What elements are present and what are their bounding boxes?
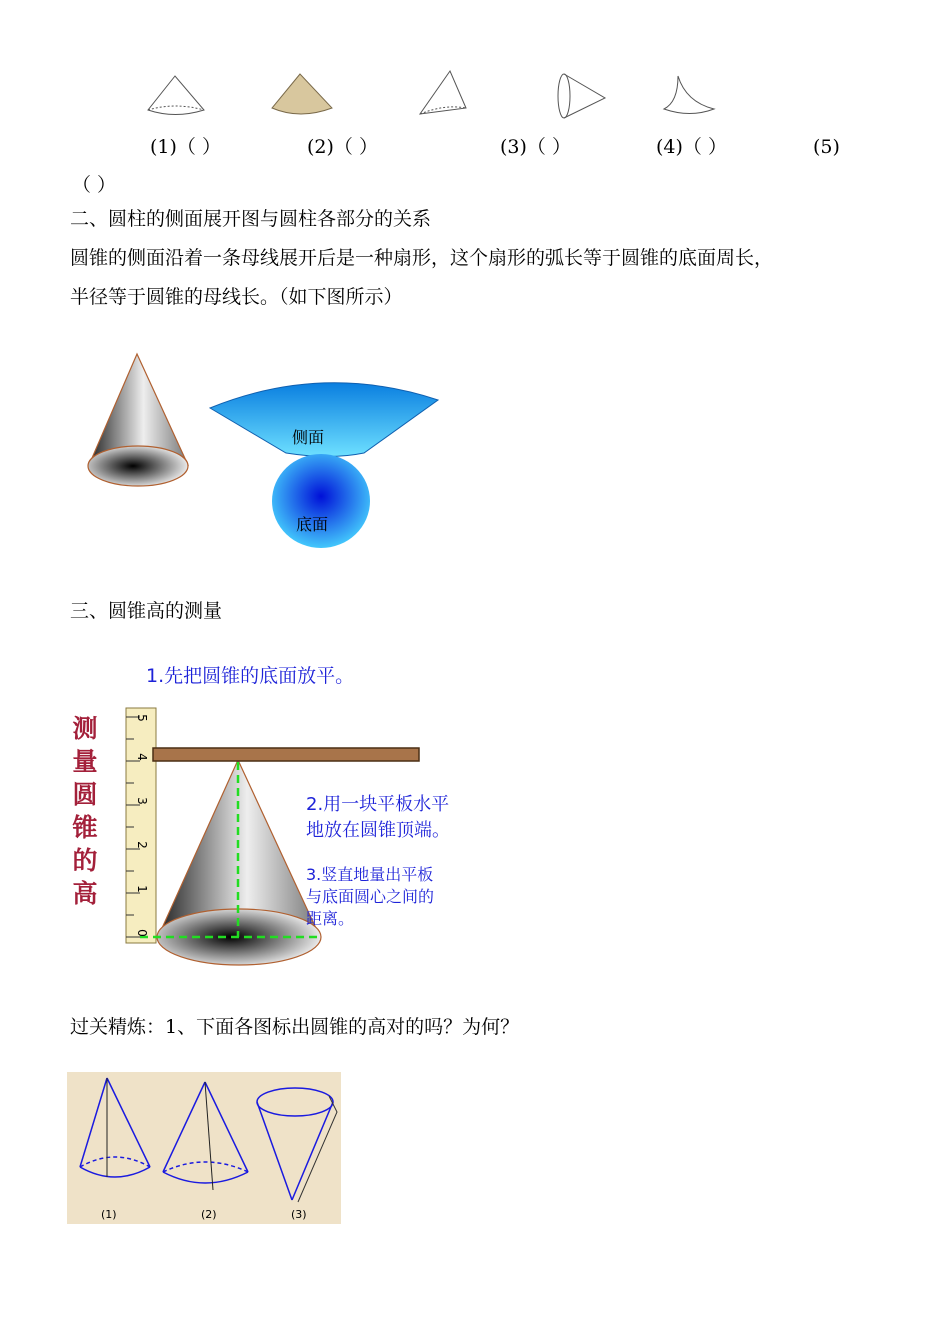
step3-line1: 3.竖直地量出平板	[306, 865, 434, 884]
ruler-label-3: 3	[134, 797, 149, 805]
vertical-title-char: 量	[72, 747, 98, 776]
vertical-title-char: 高	[72, 879, 98, 908]
figure-3-tilted-cone	[420, 71, 466, 114]
section2-line1: 圆锥的侧面沿着一条母线展开后是一种扇形，这个扇形的弧长等于圆锥的底面周长，	[70, 247, 774, 269]
exercise-caption-3: (3)	[291, 1208, 307, 1221]
shape-label-5: (5)	[813, 136, 840, 158]
step3-text	[306, 864, 434, 930]
vertical-title-char: 测	[72, 714, 98, 743]
figure-1-cone	[148, 76, 204, 115]
shape-label-4: (4)（ ）	[656, 136, 727, 158]
step2-line2: 地放在圆锥顶端。	[306, 820, 450, 841]
step1-text: 1.先把圆锥的底面放平。	[146, 665, 355, 687]
vertical-title-char: 圆	[72, 780, 98, 809]
step3-line2: 与底面圆心之间的	[306, 887, 435, 906]
shape-label-1: (1)（ ）	[150, 136, 221, 158]
side-label: 侧面	[292, 428, 325, 447]
shape-label-5-blank: （ ）	[72, 174, 117, 196]
cone-unfolding-diagram	[80, 350, 450, 555]
exercise-caption-1: (1)	[101, 1208, 117, 1221]
figure-2-shaded-cone	[272, 74, 332, 114]
step2-text	[306, 792, 450, 844]
step2-line1: 2.用一块平板水平	[306, 794, 450, 815]
step3-line3: 距离。	[306, 909, 355, 928]
vertical-title	[70, 712, 100, 910]
flat-board	[153, 748, 419, 761]
figure-5-curved-cone	[664, 76, 714, 114]
ruler-label-4: 4	[134, 753, 149, 761]
exercise-caption-2: (2)	[201, 1208, 217, 1221]
exercise-question: 过关精炼：1、下面各图标出圆锥的高对的吗？为何？	[70, 1016, 520, 1038]
ruler-label-0: 0	[134, 929, 149, 937]
figure-4-sideways-cone	[558, 74, 605, 118]
ruler-label-5: 5	[134, 714, 149, 722]
section2-heading: 二、圆柱的侧面展开图与圆柱各部分的关系	[70, 208, 432, 230]
vertical-title-char: 锥	[72, 813, 98, 842]
ruler-label-2: 2	[134, 841, 149, 849]
exercise-figures	[67, 1072, 341, 1224]
solid-cone	[88, 354, 188, 486]
vertical-title-char: 的	[72, 846, 98, 875]
section3-heading: 三、圆锥高的测量	[70, 600, 223, 622]
shape-label-2: (2)（ ）	[307, 136, 378, 158]
shape-label-3: (3)（ ）	[500, 136, 571, 158]
ruler-label-1: 1	[134, 885, 149, 893]
section2-line2: 半径等于圆锥的母线长。（如下图所示）	[70, 286, 403, 308]
top-cone-figures	[130, 66, 730, 126]
ruler	[126, 708, 156, 943]
base-label: 底面	[296, 515, 329, 534]
